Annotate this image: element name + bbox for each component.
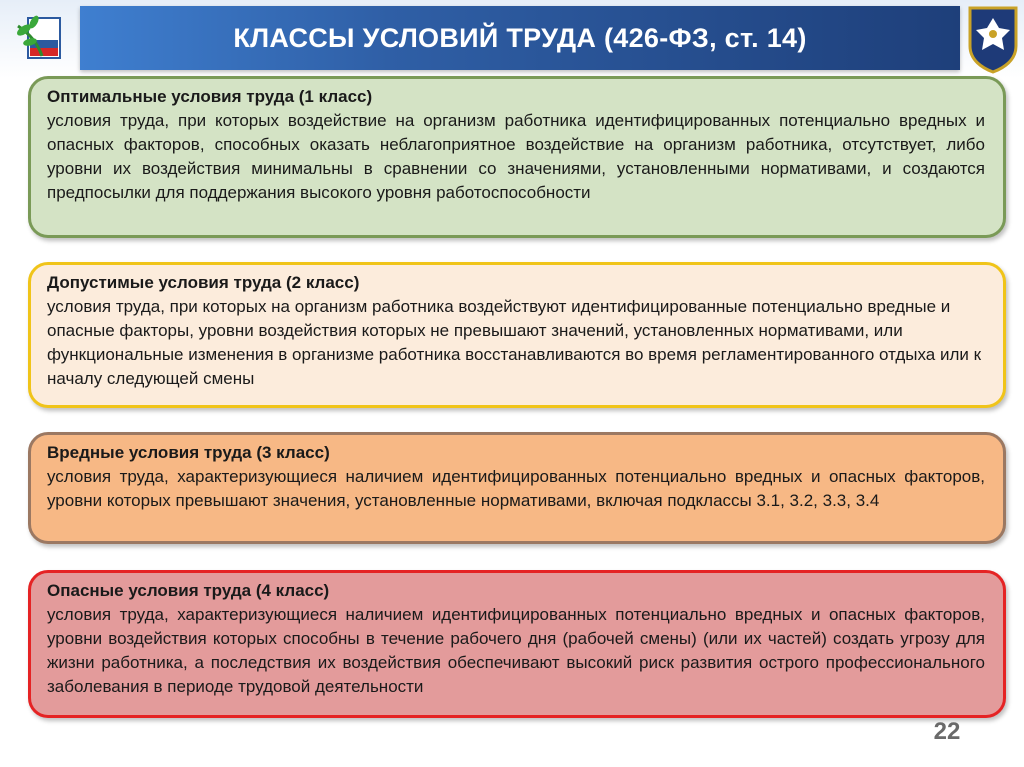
card-acceptable-conditions xyxy=(28,262,1006,408)
card-description: условия труда, при которых воздействие на организм работника идентифицированных потенциально вредных и опасных факторов, способных оказать неблагоприятное воздействие на организм работника, отсутствует, либо уровни их воздействия минимальны в сравнении со значениями, установленными нормативами, и создаются предпосылки для поддержания высокого уровня работоспособности xyxy=(47,111,985,202)
page-number: 22 xyxy=(933,718,961,745)
card-harmful-conditions xyxy=(28,432,1006,544)
card-heading: Опасные условия труда (4 класс) xyxy=(47,581,330,600)
card-dangerous-conditions xyxy=(28,570,1006,718)
emblem-shield-icon xyxy=(966,4,1020,74)
trade-union-logo-icon xyxy=(8,4,76,72)
slide-title: КЛАССЫ УСЛОВИЙ ТРУДА (426-ФЗ, ст. 14) xyxy=(233,22,807,53)
card-heading: Допустимые условия труда (2 класс) xyxy=(47,273,360,292)
card-optimal-conditions xyxy=(28,76,1006,238)
card-description: условия труда, характеризующиеся наличием идентифицированных потенциально вредных и опасных факторов, уровни которых превышают значения, установленные нормативами, включая подклассы 3.1, 3.2, 3.3, 3.4 xyxy=(47,467,985,510)
card-heading: Вредные условия труда (3 класс) xyxy=(47,443,330,462)
card-description: условия труда, при которых на организм работника воздействуют идентифицированные потенциально вредные и опасные факторы, уровни воздействия которых не превышают значений, установленных нормативами, или функциональные изменения в организме работника восстанавливаются во время регламентированного отдыха или к началу следующей смены xyxy=(47,297,982,388)
card-heading: Оптимальные условия труда (1 класс) xyxy=(47,87,373,106)
card-description: условия труда, характеризующиеся наличием идентифицированных потенциально вредных и опасных факторов, уровни воздействия которых способны в течение рабочего дня (рабочей смены) (или их частей) создать угрозу для жизни работника, а последствия их воздействия обеспечивают высокий риск развития острого профессионального заболевания в периоде трудовой деятельности xyxy=(47,605,985,696)
